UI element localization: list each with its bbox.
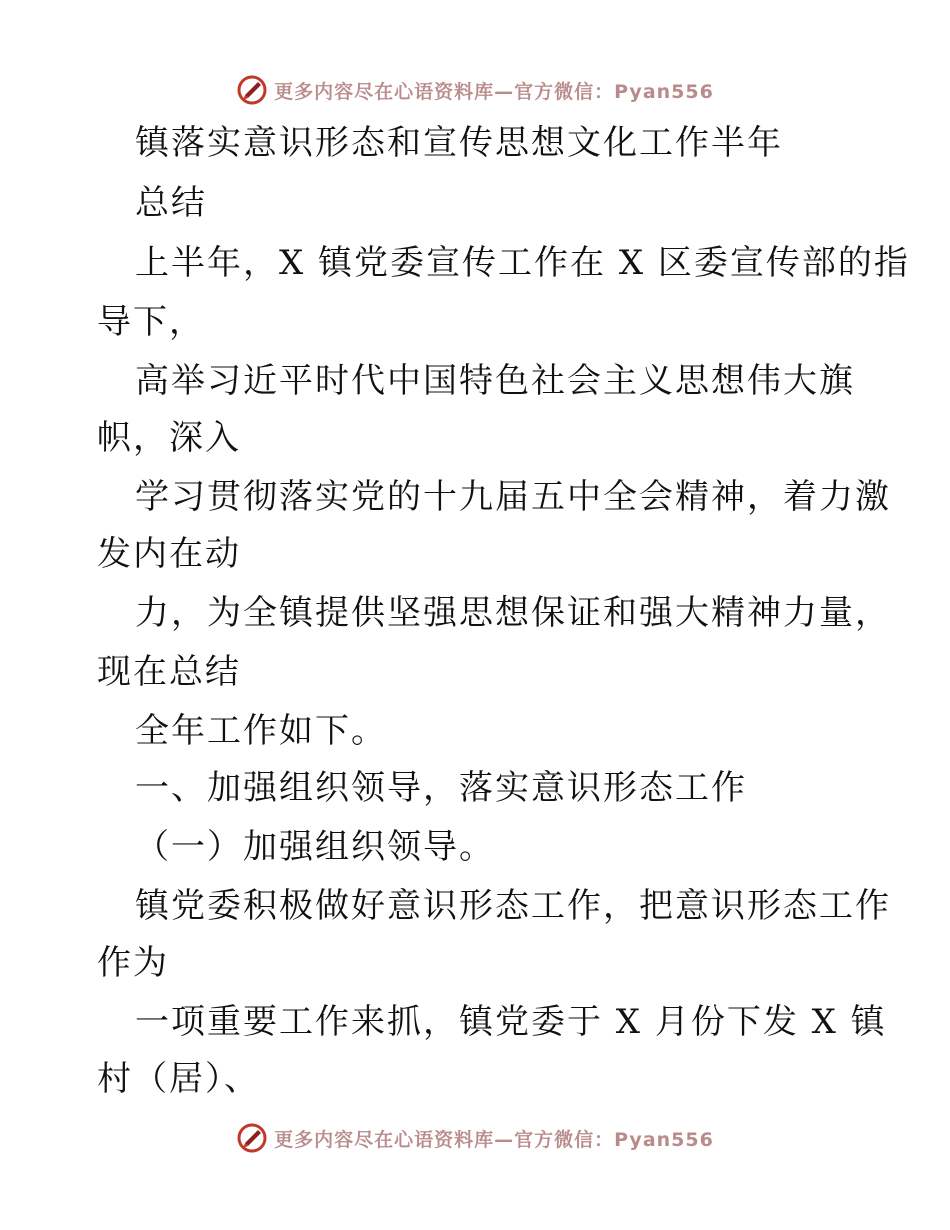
watermark-text: 更多内容尽在心语资料库—官方微信：Pyan556 — [274, 1128, 714, 1151]
doc-text-line: 村（居）、 — [97, 1059, 260, 1099]
doc-text-line: 力，为全镇提供坚强思想保证和强大精神力量， — [135, 593, 891, 633]
seal-logo-icon — [236, 1122, 268, 1154]
subsection-heading: （一）加强组织领导。 — [135, 827, 495, 867]
doc-title-line: 镇落实意识形态和宣传思想文化工作半年 — [135, 123, 783, 163]
doc-text-line: 镇党委积极做好意识形态工作，把意识形态工作 — [135, 886, 891, 926]
doc-text-line: 上半年，X 镇党委宣传工作在 X 区委宣传部的指 — [135, 243, 910, 283]
doc-text-line: 帜，深入 — [97, 418, 241, 458]
doc-text-line: 全年工作如下。 — [135, 711, 387, 751]
watermark-header — [0, 70, 950, 110]
doc-text-line: 高举习近平时代中国特色社会主义思想伟大旗 — [135, 361, 855, 401]
watermark-footer — [0, 1118, 950, 1158]
doc-text-line: 发内在动 — [97, 534, 241, 574]
doc-text-line: 一项重要工作来抓，镇党委于 X 月份下发 X 镇 — [135, 1002, 887, 1042]
doc-text-line: 现在总结 — [97, 652, 241, 692]
doc-text-line: 导下， — [97, 302, 205, 342]
doc-text-line: 学习贯彻落实党的十九届五中全会精神，着力激 — [135, 477, 891, 517]
doc-title-line: 总结 — [135, 183, 207, 223]
doc-text-line: 作为 — [97, 943, 169, 983]
seal-logo-icon — [236, 74, 268, 106]
section-heading: 一、加强组织领导，落实意识形态工作 — [135, 768, 747, 808]
watermark-text: 更多内容尽在心语资料库—官方微信：Pyan556 — [274, 80, 714, 103]
